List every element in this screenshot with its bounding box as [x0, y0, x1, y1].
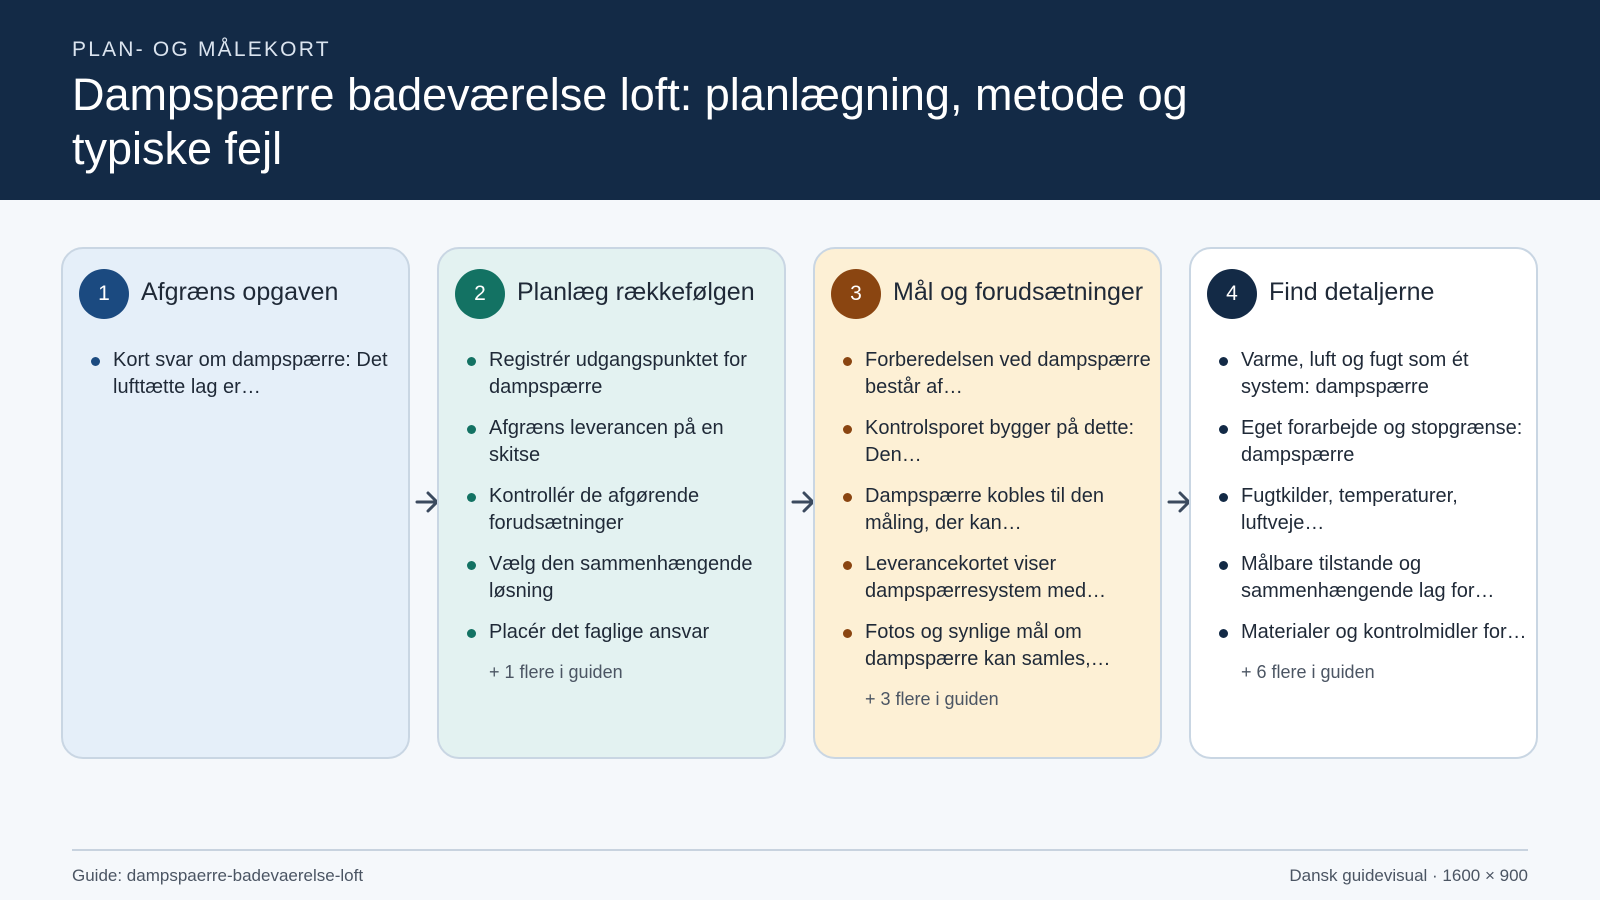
- step-title: Afgræns opgaven: [141, 278, 339, 306]
- bullet-dot-icon: [1219, 425, 1228, 434]
- list-item: [841, 551, 1151, 605]
- more-in-guide-note: + 6 flere i guiden: [1241, 662, 1375, 682]
- list-item: [465, 619, 775, 646]
- bullet-dot-icon: [843, 357, 852, 366]
- bullet-dot-icon: [843, 493, 852, 502]
- list-item: [89, 347, 399, 401]
- bullet-dot-icon: [843, 425, 852, 434]
- step-title: Mål og forudsætninger: [893, 278, 1144, 306]
- footer-guide-slug: Guide: dampspaerre-badevaerelse-loft: [72, 866, 364, 885]
- bullet-dot-icon: [467, 357, 476, 366]
- list-item-text: Leverancekortet viser dampspærresystem med…: [865, 553, 1107, 602]
- list-item: [465, 347, 775, 401]
- bullet-dot-icon: [467, 561, 476, 570]
- list-item: [1217, 347, 1527, 401]
- step-card-2: [437, 247, 786, 759]
- list-item-text: Placér det faglige ansvar: [489, 621, 710, 643]
- step-card-3: [813, 247, 1162, 759]
- bullet-list: [465, 347, 775, 684]
- list-item: [1217, 483, 1527, 537]
- list-item-text: Afgræns leverancen på en skitse: [489, 417, 724, 466]
- step-card-4: [1189, 247, 1538, 759]
- bullet-dot-icon: [91, 357, 100, 366]
- list-item: [841, 483, 1151, 537]
- bullet-dot-icon: [843, 561, 852, 570]
- list-item-text: Materialer og kontrolmidler for…: [1241, 621, 1527, 643]
- list-item: [465, 551, 775, 605]
- list-item-text: Målbare tilstande og sammenhængende lag for…: [1241, 553, 1495, 602]
- footer-credit: Dansk guidevisual · 1600 × 900: [1289, 866, 1528, 885]
- bullet-dot-icon: [1219, 493, 1228, 502]
- more-in-guide-note: + 1 flere i guiden: [489, 662, 623, 682]
- bullet-dot-icon: [1219, 357, 1228, 366]
- step-title: Find detaljerne: [1269, 278, 1435, 306]
- list-item: [841, 619, 1151, 673]
- list-item: [1217, 619, 1527, 646]
- list-item-text: Fugtkilder, temperaturer, luftveje…: [1241, 485, 1458, 534]
- more-in-guide-note: + 3 flere i guiden: [865, 689, 999, 709]
- step-number-badge: 3: [831, 269, 881, 319]
- footer-divider: [72, 849, 1528, 851]
- header-banner: [0, 0, 1600, 200]
- step-number-badge: 2: [455, 269, 505, 319]
- step-number-badge: 1: [79, 269, 129, 319]
- bullet-dot-icon: [1219, 629, 1228, 638]
- list-item-text: Dampspærre kobles til den måling, der kan…: [865, 485, 1104, 534]
- list-item: [465, 415, 775, 469]
- bullet-dot-icon: [467, 493, 476, 502]
- step-card-1: [61, 247, 410, 759]
- list-item: [465, 483, 775, 537]
- list-item: [841, 347, 1151, 401]
- bullet-dot-icon: [843, 629, 852, 638]
- bullet-list: [841, 347, 1151, 711]
- list-item: [1217, 551, 1527, 605]
- list-item-text: Fotos og synlige mål om dampspærre kan samles,…: [865, 621, 1111, 670]
- list-item-text: Kort svar om dampspærre: Det lufttætte lag er…: [113, 349, 388, 398]
- list-item-text: Eget forarbejde og stopgrænse: dampspærre: [1241, 417, 1523, 466]
- bullet-dot-icon: [467, 425, 476, 434]
- list-item-text: Kontrolsporet bygger på dette: Den…: [865, 417, 1135, 466]
- bullet-dot-icon: [467, 629, 476, 638]
- step-title: Planlæg rækkefølgen: [517, 278, 755, 306]
- list-item-text: Registrér udgangspunktet for dampspærre: [489, 349, 747, 398]
- bullet-list: [89, 347, 399, 415]
- bullet-dot-icon: [1219, 561, 1228, 570]
- list-item-text: Varme, luft og fugt som ét system: dampspærre: [1241, 349, 1469, 398]
- bullet-list: [1217, 347, 1527, 684]
- list-item-text: Forberedelsen ved dampspærre består af…: [865, 349, 1151, 398]
- list-item: [1217, 415, 1527, 469]
- list-item: [841, 415, 1151, 469]
- step-number-badge: 4: [1207, 269, 1257, 319]
- page-title: Dampspærre badeværelse loft: planlægning, metode og typiske fejl: [72, 69, 1188, 174]
- eyebrow-label: PLAN- OG MÅLEKORT: [72, 38, 331, 61]
- list-item-text: Kontrollér de afgørende forudsætninger: [489, 485, 700, 534]
- list-item-text: Vælg den sammenhængende løsning: [489, 553, 753, 602]
